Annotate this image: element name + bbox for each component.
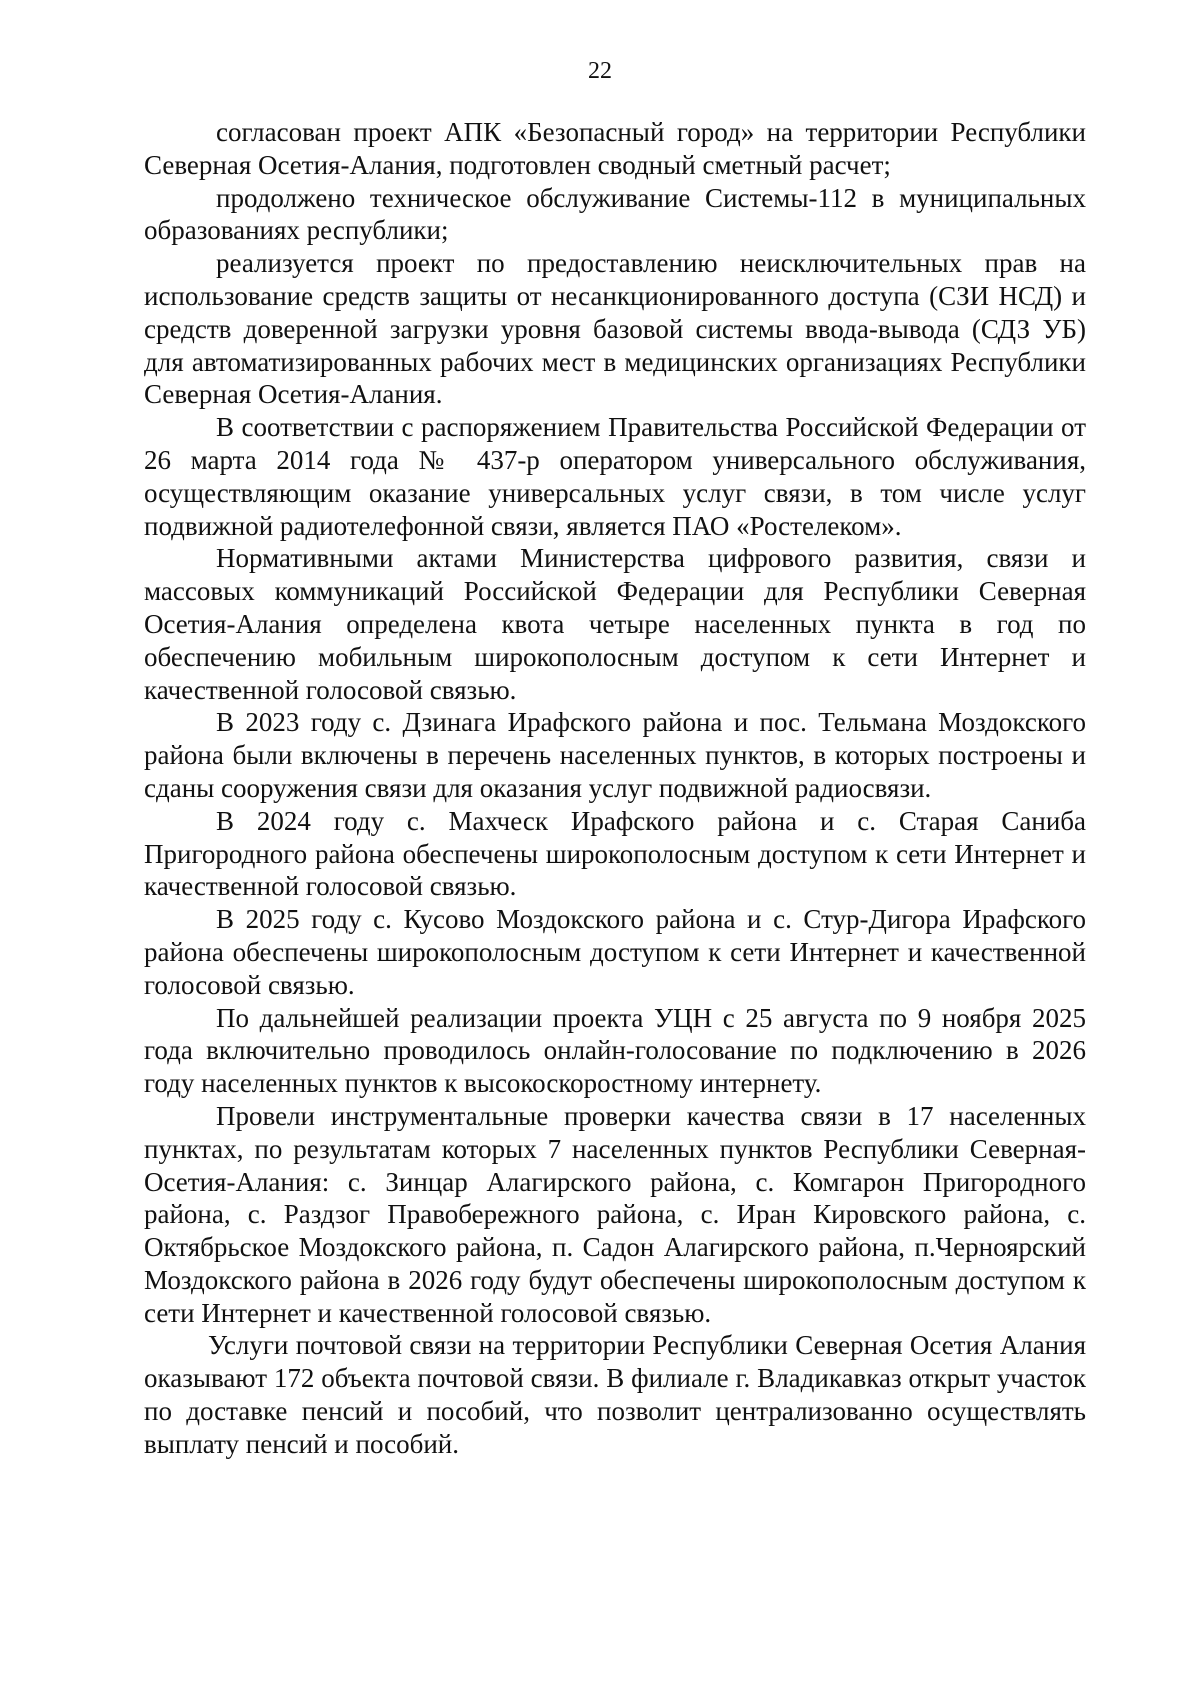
page-number: 22 — [588, 58, 612, 84]
paragraph-online-voting: По дальнейшей реализации проекта УЦН с 25 августа по 9 ноября 2025 года включительно проводилось онлайн-голосование по подключению в 2026 году населенных пунктов к высокоскоростному интернету. — [144, 1002, 1086, 1099]
paragraph-security-tools: реализуется проект по предоставлению неисключительных прав на использование средств защиты от несанкционированного доступа (СЗИ НСД) и средств доверенной загрузки уровня базовой системы ввода-вывода (СДЗ УБ) для автоматизированных рабочих мест в медицинских организациях Республики Северная Осетия-Алания. — [144, 248, 1086, 410]
paragraph-safe-city-project: согласован проект АПК «Безопасный город» на территории Республики Северная Осетия-Алания, подготовлен сводный сметный расчет; — [144, 117, 1086, 180]
paragraph-system-112: продолжено техническое обслуживание Системы-112 в муниципальных образованиях республики; — [144, 182, 1086, 246]
paragraph-2025: В 2025 году с. Кусово Моздокского района и с. Стур-Дигора Ирафского района обеспечены широкополосным доступом к сети Интернет и качественной голосовой связью. — [144, 904, 1086, 1000]
paragraph-universal-service-operator: В соответствии с распоряжением Правительства Российской Федерации от 26 марта 2014 года № 437-р оператором универсального обслуживания, осуществляющим оказание универсальных услуг связи, в том числе услуг подвижной радиотелефонной связи, является ПАО «Ростелеком». — [144, 412, 1086, 541]
paragraph-postal-services: Услуги почтовой связи на территории Республики Северная Осетия Алания оказывают 172 объекта почтовой связи. В филиале г. Владикавказ открыт участок по доставке пенсий и пособий, что позволит централизованно осуществлять выплату пенсий и пособий. — [144, 1330, 1086, 1459]
paragraph-quota: Нормативными актами Министерства цифрового развития, связи и массовых коммуникаций Российской Федерации для Республики Северная Осетия-Алания определена квота четыре населенных пункта в год по обеспечению мобильным широкополосным доступом к сети Интернет и качественной голосовой связью. — [144, 543, 1086, 705]
paragraph-2024: В 2024 году с. Махческ Ирафского района и с. Старая Саниба Пригородного района обеспечены широкополосным доступом к сети Интернет и качественной голосовой связью. — [144, 805, 1086, 902]
paragraph-quality-checks: Провели инструментальные проверки качества связи в 17 населенных пунктах, по результатам которых 7 населенных пунктов Республики Северная-Осетия-Алания: с. Зинцар Алагирского района, с. Комгарон Пригородного района, с. Раздзог Правобережного района, с. Иран Кировского района, с. Октябрьское Моздокского района, п. Садон Алагирского района, п.Черноярский Моздокского района в 2026 году будут обеспечены широкополосным доступом к сети Интернет и качественной голосовой связью. — [144, 1100, 1086, 1328]
paragraph-2023: В 2023 году с. Дзинага Ирафского района и пос. Тельмана Моздокского района были включены в перечень населенных пунктов, в которых построены и сданы сооружения связи для оказания услуг подвижной радиосвязи. — [144, 707, 1086, 803]
document-body — [144, 116, 1086, 1461]
